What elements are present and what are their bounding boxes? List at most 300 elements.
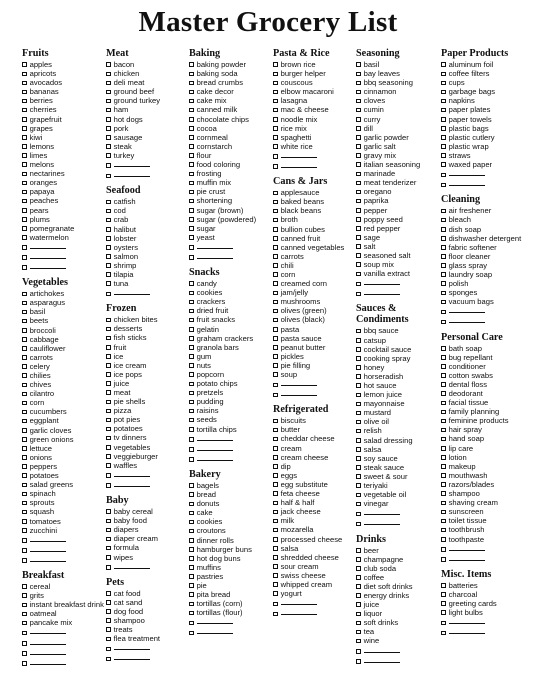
checkbox-icon[interactable]: [441, 437, 446, 442]
checkbox-icon[interactable]: [106, 62, 111, 67]
checkbox-icon[interactable]: [273, 81, 278, 86]
checkbox-icon[interactable]: [22, 483, 27, 488]
checkbox-icon[interactable]: [356, 512, 361, 517]
checkbox-icon[interactable]: [189, 427, 194, 432]
checkbox-icon[interactable]: [441, 621, 446, 626]
checkbox-icon[interactable]: [273, 154, 278, 159]
checkbox-icon[interactable]: [273, 537, 278, 542]
checkbox-icon[interactable]: [273, 383, 278, 388]
checkbox-icon[interactable]: [273, 191, 278, 196]
checkbox-icon[interactable]: [273, 309, 278, 314]
checkbox-icon[interactable]: [22, 126, 27, 131]
checkbox-icon[interactable]: [441, 610, 446, 615]
checkbox-icon[interactable]: [273, 482, 278, 487]
checkbox-icon[interactable]: [356, 153, 361, 158]
checkbox-icon[interactable]: [22, 631, 27, 636]
checkbox-icon[interactable]: [441, 254, 446, 259]
checkbox-icon[interactable]: [441, 281, 446, 286]
blank-line[interactable]: [449, 306, 485, 313]
checkbox-icon[interactable]: [189, 437, 194, 442]
checkbox-icon[interactable]: [106, 345, 111, 350]
checkbox-icon[interactable]: [22, 593, 27, 598]
blank-line[interactable]: [364, 288, 400, 295]
checkbox-icon[interactable]: [356, 557, 361, 562]
checkbox-icon[interactable]: [189, 511, 194, 516]
checkbox-icon[interactable]: [189, 72, 194, 77]
checkbox-icon[interactable]: [189, 447, 194, 452]
checkbox-icon[interactable]: [189, 99, 194, 104]
checkbox-icon[interactable]: [106, 600, 111, 605]
checkbox-icon[interactable]: [22, 428, 27, 433]
checkbox-icon[interactable]: [22, 373, 27, 378]
checkbox-icon[interactable]: [441, 300, 446, 305]
checkbox-icon[interactable]: [356, 621, 361, 626]
checkbox-icon[interactable]: [441, 263, 446, 268]
checkbox-icon[interactable]: [189, 245, 194, 250]
blank-line[interactable]: [449, 627, 485, 634]
checkbox-icon[interactable]: [22, 473, 27, 478]
checkbox-icon[interactable]: [189, 483, 194, 488]
checkbox-icon[interactable]: [356, 144, 361, 149]
checkbox-icon[interactable]: [22, 548, 27, 553]
checkbox-icon[interactable]: [106, 272, 111, 277]
checkbox-icon[interactable]: [273, 393, 278, 398]
checkbox-icon[interactable]: [273, 455, 278, 460]
checkbox-icon[interactable]: [22, 528, 27, 533]
checkbox-icon[interactable]: [106, 390, 111, 395]
checkbox-icon[interactable]: [441, 557, 446, 562]
checkbox-icon[interactable]: [273, 300, 278, 305]
checkbox-icon[interactable]: [356, 649, 361, 654]
checkbox-icon[interactable]: [356, 602, 361, 607]
checkbox-icon[interactable]: [441, 162, 446, 167]
checkbox-icon[interactable]: [22, 62, 27, 67]
checkbox-icon[interactable]: [441, 373, 446, 378]
blank-line[interactable]: [30, 555, 66, 562]
checkbox-icon[interactable]: [22, 90, 27, 95]
checkbox-icon[interactable]: [22, 81, 27, 86]
checkbox-icon[interactable]: [356, 447, 361, 452]
checkbox-icon[interactable]: [189, 255, 194, 260]
checkbox-icon[interactable]: [356, 483, 361, 488]
blank-line[interactable]: [197, 627, 233, 634]
checkbox-icon[interactable]: [189, 62, 194, 67]
checkbox-icon[interactable]: [441, 245, 446, 250]
checkbox-icon[interactable]: [441, 473, 446, 478]
checkbox-icon[interactable]: [356, 429, 361, 434]
checkbox-icon[interactable]: [189, 391, 194, 396]
checkbox-icon[interactable]: [441, 108, 446, 113]
checkbox-icon[interactable]: [441, 410, 446, 415]
checkbox-icon[interactable]: [356, 253, 361, 258]
checkbox-icon[interactable]: [441, 537, 446, 542]
checkbox-icon[interactable]: [441, 482, 446, 487]
checkbox-icon[interactable]: [22, 501, 27, 506]
checkbox-icon[interactable]: [189, 354, 194, 359]
checkbox-icon[interactable]: [441, 528, 446, 533]
checkbox-icon[interactable]: [441, 631, 446, 636]
checkbox-icon[interactable]: [189, 144, 194, 149]
checkbox-icon[interactable]: [189, 529, 194, 534]
checkbox-icon[interactable]: [189, 611, 194, 616]
checkbox-icon[interactable]: [106, 174, 111, 179]
checkbox-icon[interactable]: [356, 235, 361, 240]
checkbox-icon[interactable]: [106, 163, 111, 168]
checkbox-icon[interactable]: [273, 363, 278, 368]
checkbox-icon[interactable]: [441, 446, 446, 451]
checkbox-icon[interactable]: [356, 630, 361, 635]
checkbox-icon[interactable]: [441, 117, 446, 122]
checkbox-icon[interactable]: [22, 208, 27, 213]
checkbox-icon[interactable]: [273, 612, 278, 617]
blank-line[interactable]: [449, 316, 485, 323]
checkbox-icon[interactable]: [356, 244, 361, 249]
checkbox-icon[interactable]: [106, 135, 111, 140]
checkbox-icon[interactable]: [189, 457, 194, 462]
checkbox-icon[interactable]: [189, 108, 194, 113]
checkbox-icon[interactable]: [441, 464, 446, 469]
checkbox-icon[interactable]: [106, 254, 111, 259]
checkbox-icon[interactable]: [273, 473, 278, 478]
checkbox-icon[interactable]: [273, 372, 278, 377]
blank-line[interactable]: [281, 151, 317, 158]
checkbox-icon[interactable]: [356, 329, 361, 334]
checkbox-icon[interactable]: [356, 292, 361, 297]
checkbox-icon[interactable]: [106, 657, 111, 662]
checkbox-icon[interactable]: [273, 90, 278, 95]
checkbox-icon[interactable]: [106, 81, 111, 86]
checkbox-icon[interactable]: [356, 282, 361, 287]
checkbox-icon[interactable]: [441, 510, 446, 515]
checkbox-icon[interactable]: [189, 217, 194, 222]
checkbox-icon[interactable]: [189, 135, 194, 140]
checkbox-icon[interactable]: [273, 99, 278, 104]
checkbox-icon[interactable]: [189, 281, 194, 286]
checkbox-icon[interactable]: [273, 164, 278, 169]
checkbox-icon[interactable]: [356, 575, 361, 580]
blank-line[interactable]: [197, 444, 233, 451]
checkbox-icon[interactable]: [441, 227, 446, 232]
checkbox-icon[interactable]: [273, 546, 278, 551]
checkbox-icon[interactable]: [106, 436, 111, 441]
blank-line[interactable]: [30, 262, 66, 269]
blank-line[interactable]: [281, 161, 317, 168]
checkbox-icon[interactable]: [189, 547, 194, 552]
checkbox-icon[interactable]: [273, 272, 278, 277]
checkbox-icon[interactable]: [189, 327, 194, 332]
checkbox-icon[interactable]: [356, 72, 361, 77]
blank-line[interactable]: [281, 598, 317, 605]
checkbox-icon[interactable]: [189, 492, 194, 497]
checkbox-icon[interactable]: [356, 272, 361, 277]
checkbox-icon[interactable]: [189, 556, 194, 561]
blank-line[interactable]: [364, 278, 400, 285]
checkbox-icon[interactable]: [441, 173, 446, 178]
checkbox-icon[interactable]: [356, 135, 361, 140]
checkbox-icon[interactable]: [356, 226, 361, 231]
checkbox-icon[interactable]: [356, 190, 361, 195]
checkbox-icon[interactable]: [189, 565, 194, 570]
checkbox-icon[interactable]: [441, 346, 446, 351]
checkbox-icon[interactable]: [22, 584, 27, 589]
checkbox-icon[interactable]: [441, 291, 446, 296]
checkbox-icon[interactable]: [106, 99, 111, 104]
checkbox-icon[interactable]: [22, 226, 27, 231]
checkbox-icon[interactable]: [441, 355, 446, 360]
checkbox-icon[interactable]: [22, 190, 27, 195]
checkbox-icon[interactable]: [189, 153, 194, 158]
blank-line[interactable]: [30, 648, 66, 655]
checkbox-icon[interactable]: [106, 473, 111, 478]
checkbox-icon[interactable]: [106, 245, 111, 250]
checkbox-icon[interactable]: [441, 126, 446, 131]
checkbox-icon[interactable]: [22, 328, 27, 333]
checkbox-icon[interactable]: [273, 254, 278, 259]
checkbox-icon[interactable]: [189, 117, 194, 122]
checkbox-icon[interactable]: [441, 547, 446, 552]
checkbox-icon[interactable]: [106, 126, 111, 131]
checkbox-icon[interactable]: [22, 319, 27, 324]
checkbox-icon[interactable]: [273, 582, 278, 587]
checkbox-icon[interactable]: [22, 455, 27, 460]
blank-line[interactable]: [114, 643, 150, 650]
checkbox-icon[interactable]: [189, 520, 194, 525]
checkbox-icon[interactable]: [106, 463, 111, 468]
checkbox-icon[interactable]: [356, 612, 361, 617]
checkbox-icon[interactable]: [273, 501, 278, 506]
checkbox-icon[interactable]: [106, 209, 111, 214]
checkbox-icon[interactable]: [22, 437, 27, 442]
checkbox-icon[interactable]: [22, 162, 27, 167]
checkbox-icon[interactable]: [441, 519, 446, 524]
checkbox-icon[interactable]: [441, 382, 446, 387]
checkbox-icon[interactable]: [22, 346, 27, 351]
checkbox-icon[interactable]: [273, 491, 278, 496]
checkbox-icon[interactable]: [356, 338, 361, 343]
checkbox-icon[interactable]: [441, 90, 446, 95]
checkbox-icon[interactable]: [106, 409, 111, 414]
checkbox-icon[interactable]: [273, 108, 278, 113]
checkbox-icon[interactable]: [356, 420, 361, 425]
checkbox-icon[interactable]: [22, 153, 27, 158]
checkbox-icon[interactable]: [22, 651, 27, 656]
checkbox-icon[interactable]: [356, 522, 361, 527]
blank-line[interactable]: [197, 252, 233, 259]
checkbox-icon[interactable]: [189, 181, 194, 186]
blank-line[interactable]: [364, 656, 400, 663]
checkbox-icon[interactable]: [273, 263, 278, 268]
checkbox-icon[interactable]: [22, 117, 27, 122]
checkbox-icon[interactable]: [356, 199, 361, 204]
checkbox-icon[interactable]: [273, 218, 278, 223]
checkbox-icon[interactable]: [273, 573, 278, 578]
checkbox-icon[interactable]: [106, 153, 111, 158]
checkbox-icon[interactable]: [22, 446, 27, 451]
checkbox-icon[interactable]: [106, 627, 111, 632]
blank-line[interactable]: [114, 653, 150, 660]
checkbox-icon[interactable]: [22, 235, 27, 240]
checkbox-icon[interactable]: [22, 383, 27, 388]
checkbox-icon[interactable]: [106, 381, 111, 386]
checkbox-icon[interactable]: [22, 355, 27, 360]
checkbox-icon[interactable]: [22, 255, 27, 260]
checkbox-icon[interactable]: [441, 310, 446, 315]
checkbox-icon[interactable]: [189, 172, 194, 177]
blank-line[interactable]: [197, 242, 233, 249]
checkbox-icon[interactable]: [22, 538, 27, 543]
checkbox-icon[interactable]: [441, 391, 446, 396]
checkbox-icon[interactable]: [22, 364, 27, 369]
checkbox-icon[interactable]: [106, 236, 111, 241]
checkbox-icon[interactable]: [356, 465, 361, 470]
checkbox-icon[interactable]: [189, 190, 194, 195]
checkbox-icon[interactable]: [189, 583, 194, 588]
checkbox-icon[interactable]: [273, 245, 278, 250]
checkbox-icon[interactable]: [22, 72, 27, 77]
checkbox-icon[interactable]: [356, 639, 361, 644]
checkbox-icon[interactable]: [356, 162, 361, 167]
checkbox-icon[interactable]: [273, 117, 278, 122]
checkbox-icon[interactable]: [273, 528, 278, 533]
checkbox-icon[interactable]: [273, 564, 278, 569]
checkbox-icon[interactable]: [356, 584, 361, 589]
blank-line[interactable]: [281, 379, 317, 386]
checkbox-icon[interactable]: [22, 401, 27, 406]
checkbox-icon[interactable]: [106, 528, 111, 533]
checkbox-icon[interactable]: [22, 144, 27, 149]
checkbox-icon[interactable]: [441, 144, 446, 149]
checkbox-icon[interactable]: [273, 327, 278, 332]
checkbox-icon[interactable]: [273, 62, 278, 67]
checkbox-icon[interactable]: [356, 493, 361, 498]
checkbox-icon[interactable]: [22, 612, 27, 617]
checkbox-icon[interactable]: [356, 383, 361, 388]
checkbox-icon[interactable]: [441, 62, 446, 67]
checkbox-icon[interactable]: [189, 621, 194, 626]
checkbox-icon[interactable]: [273, 200, 278, 205]
checkbox-icon[interactable]: [356, 474, 361, 479]
checkbox-icon[interactable]: [106, 400, 111, 405]
checkbox-icon[interactable]: [273, 236, 278, 241]
checkbox-icon[interactable]: [189, 199, 194, 204]
checkbox-icon[interactable]: [189, 162, 194, 167]
checkbox-icon[interactable]: [106, 637, 111, 642]
checkbox-icon[interactable]: [106, 108, 111, 113]
checkbox-icon[interactable]: [106, 227, 111, 232]
checkbox-icon[interactable]: [356, 262, 361, 267]
checkbox-icon[interactable]: [441, 320, 446, 325]
checkbox-icon[interactable]: [189, 291, 194, 296]
checkbox-icon[interactable]: [273, 354, 278, 359]
blank-line[interactable]: [449, 617, 485, 624]
checkbox-icon[interactable]: [189, 235, 194, 240]
checkbox-icon[interactable]: [22, 310, 27, 315]
checkbox-icon[interactable]: [441, 99, 446, 104]
blank-line[interactable]: [114, 470, 150, 477]
checkbox-icon[interactable]: [441, 455, 446, 460]
checkbox-icon[interactable]: [106, 618, 111, 623]
blank-line[interactable]: [114, 160, 150, 167]
checkbox-icon[interactable]: [441, 183, 446, 188]
checkbox-icon[interactable]: [356, 347, 361, 352]
checkbox-icon[interactable]: [273, 428, 278, 433]
checkbox-icon[interactable]: [273, 437, 278, 442]
checkbox-icon[interactable]: [356, 117, 361, 122]
checkbox-icon[interactable]: [106, 509, 111, 514]
checkbox-icon[interactable]: [22, 661, 27, 666]
checkbox-icon[interactable]: [441, 592, 446, 597]
blank-line[interactable]: [364, 508, 400, 515]
blank-line[interactable]: [30, 545, 66, 552]
checkbox-icon[interactable]: [106, 327, 111, 332]
checkbox-icon[interactable]: [22, 558, 27, 563]
checkbox-icon[interactable]: [356, 181, 361, 186]
blank-line[interactable]: [114, 170, 150, 177]
blank-line[interactable]: [197, 617, 233, 624]
checkbox-icon[interactable]: [22, 519, 27, 524]
checkbox-icon[interactable]: [356, 566, 361, 571]
checkbox-icon[interactable]: [22, 245, 27, 250]
checkbox-icon[interactable]: [189, 90, 194, 95]
checkbox-icon[interactable]: [356, 402, 361, 407]
checkbox-icon[interactable]: [273, 519, 278, 524]
blank-line[interactable]: [30, 252, 66, 259]
checkbox-icon[interactable]: [22, 464, 27, 469]
checkbox-icon[interactable]: [106, 318, 111, 323]
checkbox-icon[interactable]: [22, 108, 27, 113]
checkbox-icon[interactable]: [22, 419, 27, 424]
checkbox-icon[interactable]: [189, 409, 194, 414]
checkbox-icon[interactable]: [106, 263, 111, 268]
checkbox-icon[interactable]: [273, 464, 278, 469]
checkbox-icon[interactable]: [273, 135, 278, 140]
checkbox-icon[interactable]: [106, 281, 111, 286]
checkbox-icon[interactable]: [106, 363, 111, 368]
checkbox-icon[interactable]: [22, 301, 27, 306]
checkbox-icon[interactable]: [106, 519, 111, 524]
checkbox-icon[interactable]: [106, 454, 111, 459]
checkbox-icon[interactable]: [189, 631, 194, 636]
checkbox-icon[interactable]: [441, 601, 446, 606]
checkbox-icon[interactable]: [106, 609, 111, 614]
checkbox-icon[interactable]: [189, 538, 194, 543]
checkbox-icon[interactable]: [189, 336, 194, 341]
checkbox-icon[interactable]: [273, 336, 278, 341]
blank-line[interactable]: [197, 434, 233, 441]
checkbox-icon[interactable]: [356, 108, 361, 113]
checkbox-icon[interactable]: [441, 428, 446, 433]
checkbox-icon[interactable]: [22, 603, 27, 608]
blank-line[interactable]: [449, 544, 485, 551]
checkbox-icon[interactable]: [273, 446, 278, 451]
checkbox-icon[interactable]: [106, 354, 111, 359]
checkbox-icon[interactable]: [189, 318, 194, 323]
checkbox-icon[interactable]: [356, 374, 361, 379]
blank-line[interactable]: [30, 658, 66, 665]
checkbox-icon[interactable]: [106, 483, 111, 488]
checkbox-icon[interactable]: [22, 172, 27, 177]
checkbox-icon[interactable]: [441, 401, 446, 406]
checkbox-icon[interactable]: [189, 418, 194, 423]
checkbox-icon[interactable]: [189, 309, 194, 314]
checkbox-icon[interactable]: [189, 592, 194, 597]
checkbox-icon[interactable]: [273, 419, 278, 424]
checkbox-icon[interactable]: [106, 292, 111, 297]
checkbox-icon[interactable]: [441, 272, 446, 277]
checkbox-icon[interactable]: [441, 419, 446, 424]
blank-line[interactable]: [114, 288, 150, 295]
blank-line[interactable]: [114, 480, 150, 487]
